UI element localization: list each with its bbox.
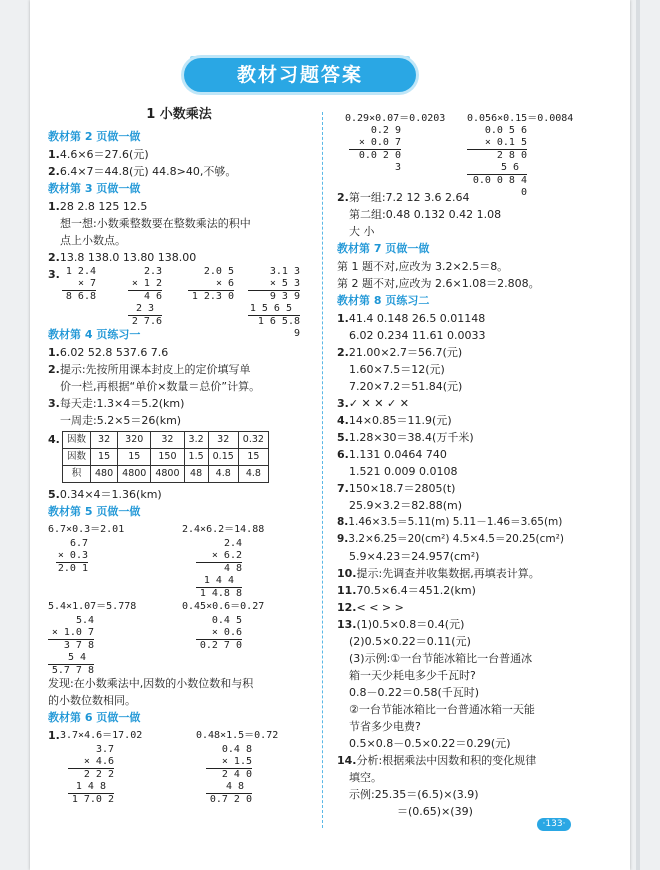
answer-line: 2.提示:先按所用课本封皮上的定价填写单 <box>48 363 251 376</box>
column-divider <box>322 112 323 828</box>
answer-line: ②一台节能冰箱比一台普通冰箱一天能 <box>349 703 535 716</box>
answer-line: 第 1 题不对,应改为 3.2×2.5＝8。 <box>337 260 509 273</box>
page-number-badge: ·133· <box>537 818 571 831</box>
answer-line: 11.70.5×6.4＝451.2(km) <box>337 584 476 597</box>
answer-line: 25.9×3.2＝82.88(m) <box>349 499 462 512</box>
viewer-scroll-edge[interactable] <box>636 0 640 870</box>
right-column <box>337 110 577 820</box>
vertical-calc-row <box>48 615 310 675</box>
answer-line: 8.1.46×3.5＝5.11(m) 5.11－1.46＝3.65(m) <box>337 516 563 528</box>
answer-line: (3)示例:①一台节能冰箱比一台普通冰 <box>349 652 533 665</box>
answer-line: 2.6.4×7＝44.8(元) 44.8>40,不够。 <box>48 165 237 178</box>
banner-title: 教材习题答案 <box>236 64 363 86</box>
answer-line: 大 小 <box>349 225 375 238</box>
answer-line: 2.第一组:7.2 12 3.6 2.64 <box>337 191 470 204</box>
vertical-calc: 2.0 5 × 6 1 2.3 0 <box>188 266 234 303</box>
table-row: 因数 32 320 32 3.2 32 0.32 <box>63 432 269 449</box>
answer-line: 2.21.00×2.7＝56.7(元) <box>337 346 463 359</box>
answer-line: 1.6.02 52.8 537.6 7.6 <box>48 346 169 359</box>
heading-p4: 教材第 4 页练习一 <box>48 328 141 341</box>
answer-line: 7.150×18.7＝2805(t) <box>337 482 456 495</box>
answer-line: 0.8－0.22＝0.58(千瓦时) <box>349 686 480 699</box>
answer-line: 12.< < > > <box>337 601 404 614</box>
vertical-calc: 0.4 8 × 1.5 2 4 0 4 8 0.7 2 0 <box>206 744 252 806</box>
answer-line: ＝(0.65)×(39) <box>397 805 473 818</box>
answer-line: 1.4.6×6＝27.6(元) <box>48 148 149 161</box>
vertical-calc: 1 2.4 × 7 8 6.8 <box>62 266 96 303</box>
vertical-calc-row <box>48 538 310 598</box>
answer-line: 7.20×7.2＝51.84(元) <box>349 380 463 393</box>
answer-line: 0.29×0.07＝0.0203 0.056×0.15＝0.0084 <box>345 113 574 124</box>
heading-p2: 教材第 2 页做一做 <box>48 130 141 143</box>
answer-line: 3.每天走:1.3×4＝5.2(km) <box>48 397 185 410</box>
vertical-calc: 2.3 × 1 2 4 6 2 3 2 7.6 <box>128 266 162 328</box>
answer-line: 第 2 题不对,应改为 2.6×1.08＝2.808。 <box>337 277 540 290</box>
vertical-calc: 3.7 × 4.6 2 2 2 1 4 8 1 7.0 2 <box>68 744 114 806</box>
left-column <box>48 104 310 804</box>
table-block <box>48 431 310 483</box>
answer-line: 一周走:5.2×5＝26(km) <box>60 414 182 427</box>
answer-line: 14.分析:根据乘法中因数和积的变化规律 <box>337 754 537 767</box>
answer-line: 5.0.34×4＝1.36(km) <box>48 488 162 501</box>
answer-line: 6.1.131 0.0464 740 <box>337 448 447 461</box>
answer-line: 10.提示:先调查并收集数据,再填表计算。 <box>337 567 540 580</box>
answer-line: 1.41.4 0.148 26.5 0.01148 <box>337 312 486 325</box>
banner <box>184 58 416 92</box>
vertical-calc: 0.4 5 × 0.6 0.2 7 0 <box>196 615 242 652</box>
answer-line: 价一栏,再根据“单价×数量＝总价”计算。 <box>60 380 261 393</box>
answer-line: 填空。 <box>349 771 382 784</box>
heading-p3: 教材第 3 页做一做 <box>48 182 141 195</box>
vertical-calc: 2.4 × 6.2 4 8 1 4 4 1 4.8 8 <box>196 538 242 600</box>
answer-line: 6.02 0.234 11.61 0.0033 <box>349 329 486 342</box>
item-number: 3. <box>48 268 60 281</box>
answer-line: 1.60×7.5＝12(元) <box>349 363 445 376</box>
vertical-calc: 0.2 9 × 0.0 7 0.0 2 0 3 <box>349 125 401 174</box>
heading-p7: 教材第 7 页做一做 <box>337 242 430 255</box>
vertical-calc: 5.4 × 1.0 7 3 7 8 5 4 5.7 7 8 <box>48 615 94 677</box>
heading-p6: 教材第 6 页做一做 <box>48 711 141 724</box>
answer-line: 第二组:0.48 0.132 0.42 1.08 <box>349 208 502 221</box>
heading-p5: 教材第 5 页做一做 <box>48 505 141 518</box>
table-row: 积 480 4800 4800 48 4.8 4.8 <box>63 466 269 483</box>
answer-line: 1.521 0.009 0.0108 <box>349 465 458 478</box>
answer-line: 0.5×0.8－0.5×0.22＝0.29(元) <box>349 737 511 750</box>
vertical-calc-row <box>48 744 310 804</box>
answer-line: 1.28 2.8 125 12.5 <box>48 200 148 213</box>
answer-line: 发现:在小数乘法中,因数的小数位数和与积 <box>48 677 254 690</box>
answer-line: 6.7×0.3＝2.01 2.4×6.2＝14.88 <box>48 524 265 535</box>
answer-line: 4.14×0.85＝11.9(元) <box>337 414 452 427</box>
answer-line: 5.9×4.23＝24.957(cm²) <box>349 550 480 563</box>
vertical-calc: 3.1 3 × 5 3 9 3 9 1 5 6 5 1 6 5.8 9 <box>249 266 300 339</box>
answer-line: 5.4×1.07＝5.778 0.45×0.6＝0.27 <box>48 601 265 612</box>
answer-line: 想一想:小数乘整数要在整数乘法的积中 <box>60 217 251 230</box>
heading-p8: 教材第 8 页练习二 <box>337 294 430 307</box>
section-title: 1 小数乘法 <box>146 107 212 122</box>
answer-line: 示例:25.35＝(6.5)×(3.9) <box>349 788 479 801</box>
table-row: 因数 15 15 150 1.5 0.15 15 <box>63 449 269 466</box>
answer-line: 箱一天少耗电多少千瓦时? <box>349 669 476 682</box>
answer-line: 13.(1)0.5×0.8＝0.4(元) <box>337 618 465 631</box>
answer-line: 2.13.8 138.0 13.80 138.00 <box>48 251 197 264</box>
vertical-calc: 6.7 × 0.3 2.0 1 <box>57 538 88 574</box>
factor-table <box>62 431 269 483</box>
vertical-calc: 0.0 5 6 × 0.1 5 2 8 0 5 6 0.0 0 8 4 0 <box>467 125 527 199</box>
answer-line: 5.1.28×30＝38.4(万千米) <box>337 431 474 444</box>
answer-line: 的小数位数相同。 <box>48 694 136 707</box>
answer-line: 9.3.2×6.25＝20(cm²) 4.5×4.5＝20.25(cm²) <box>337 533 564 545</box>
answer-line: 节省多少电费? <box>349 720 421 733</box>
item-number: 4. <box>48 433 60 446</box>
answer-line: 1. 3.7×4.6＝17.02 0.48×1.5＝0.72 <box>48 729 279 742</box>
answer-line: 3.✓ ✕ ✕ ✓ ✕ <box>337 397 409 410</box>
answer-line: (2)0.5×0.22＝0.11(元) <box>349 635 471 648</box>
answer-line: 点上小数点。 <box>60 234 126 247</box>
